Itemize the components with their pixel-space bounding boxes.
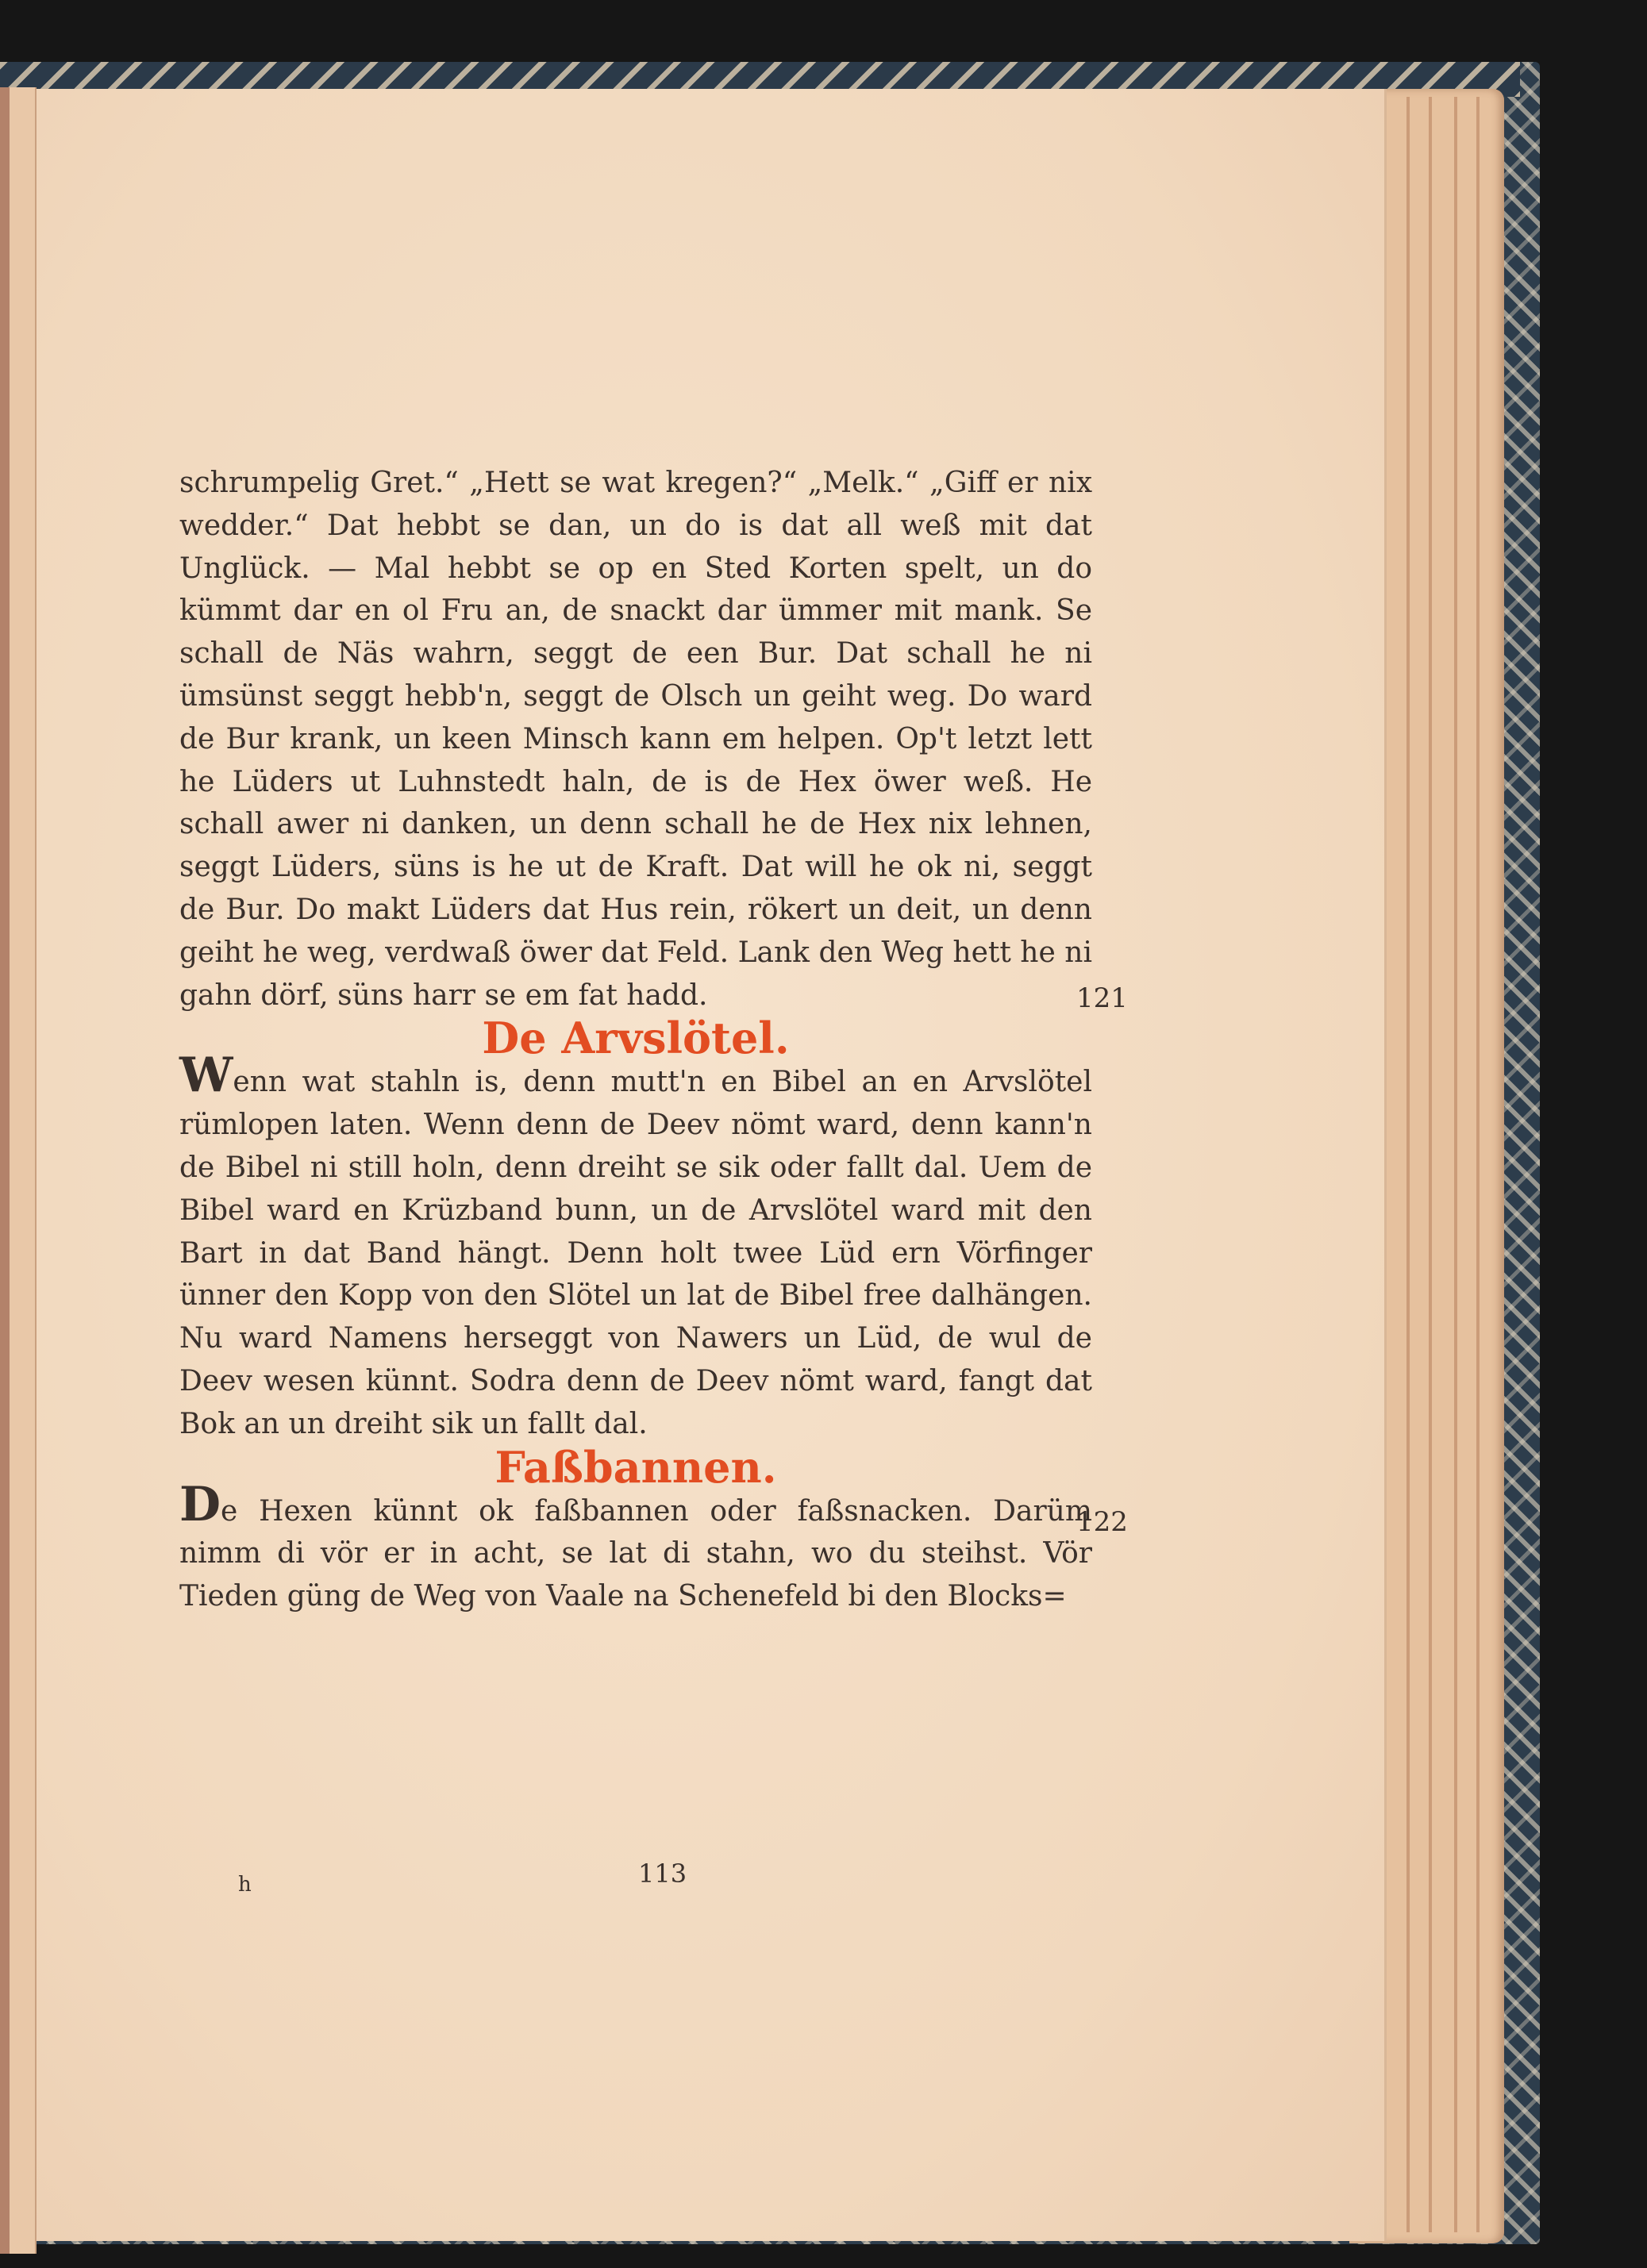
margin-number-122: 122 (1076, 1506, 1128, 1538)
book-page (35, 89, 1387, 2241)
paragraph-1: schrumpelig Gret.“ „Hett se wat kregen?“ „Melk.“ „Giff er nix wedder.“ Dat hebbt se dan, un do is dat all weß mit dat Unglück. — Mal hebbt se op en Sted Korten spelt, un do kümmt dar en ol Fru an, de snackt dar ümmer mit mank. Se schall de Näs wahrn, seggt de een Bur. Dat schall he ni ümsünst seggt hebb'n, seggt de Olsch un geiht weg. Do ward de Bur krank, un keen Minsch kann em helpen. Op't letzt lett he Lüders ut Luhnstedt haln, de is de Hex öwer weß. He schall awer ni danken, un denn schall he de Hex nix lehnen, seggt Lüders, süns is he ut de Kraft. Dat will he ok ni, seggt de Bur. Do makt Lüders dat Hus rein, rökert un deit, un denn geiht he weg, verdwaß öwer dat Feld. Lank den Weg hett he ni gahn dörf, süns harr se em fat hadd. (179, 467, 1092, 1012)
left-page-edge (0, 87, 37, 2254)
initial-letter-d: D (179, 1476, 221, 1532)
heading-fassbannen: Faßbannen. (494, 1441, 777, 1493)
page-number: 113 (638, 1859, 687, 1889)
heading-arvsloetel: De Arvslötel. (482, 1013, 790, 1064)
page-text-block (179, 462, 1092, 1618)
initial-letter-w: W (179, 1048, 233, 1104)
paragraph-2 (179, 1048, 1092, 1445)
margin-number-121: 121 (1076, 982, 1128, 1014)
signature-mark: h (238, 1873, 252, 1897)
paragraph-3-body: e Hexen künnt ok faßbannen oder faßsnacken. Darüm nimm di vör er in acht, se lat di stahn, wo du steihst. Vör Tieden güng de Weg von Vaale na Schenefeld bi den Blocks= (179, 1494, 1092, 1613)
paragraph-3 (179, 1476, 1092, 1618)
paragraph-2-body: enn wat stahln is, denn mutt'n en Bibel an en Arvslötel rümlopen laten. Wenn denn de Deev nömt ward, denn kann'n de Bibel ni still holn, denn dreiht se sik oder fallt dal. Uem de Bibel ward en Krüzband bunn, un de Arvslötel ward mit den Bart in dat Band hängt. Denn holt twee Lüd ern Vörfinger ünner den Kopp von den Slötel un lat de Bibel free dalhängen. Nu ward Namens herseggt von Nawers un Lüd, de wul de Deev wesen künnt. Sodra denn de Deev nömt ward, fangt dat Bok an un dreiht sik un fallt dal. (179, 1066, 1092, 1440)
